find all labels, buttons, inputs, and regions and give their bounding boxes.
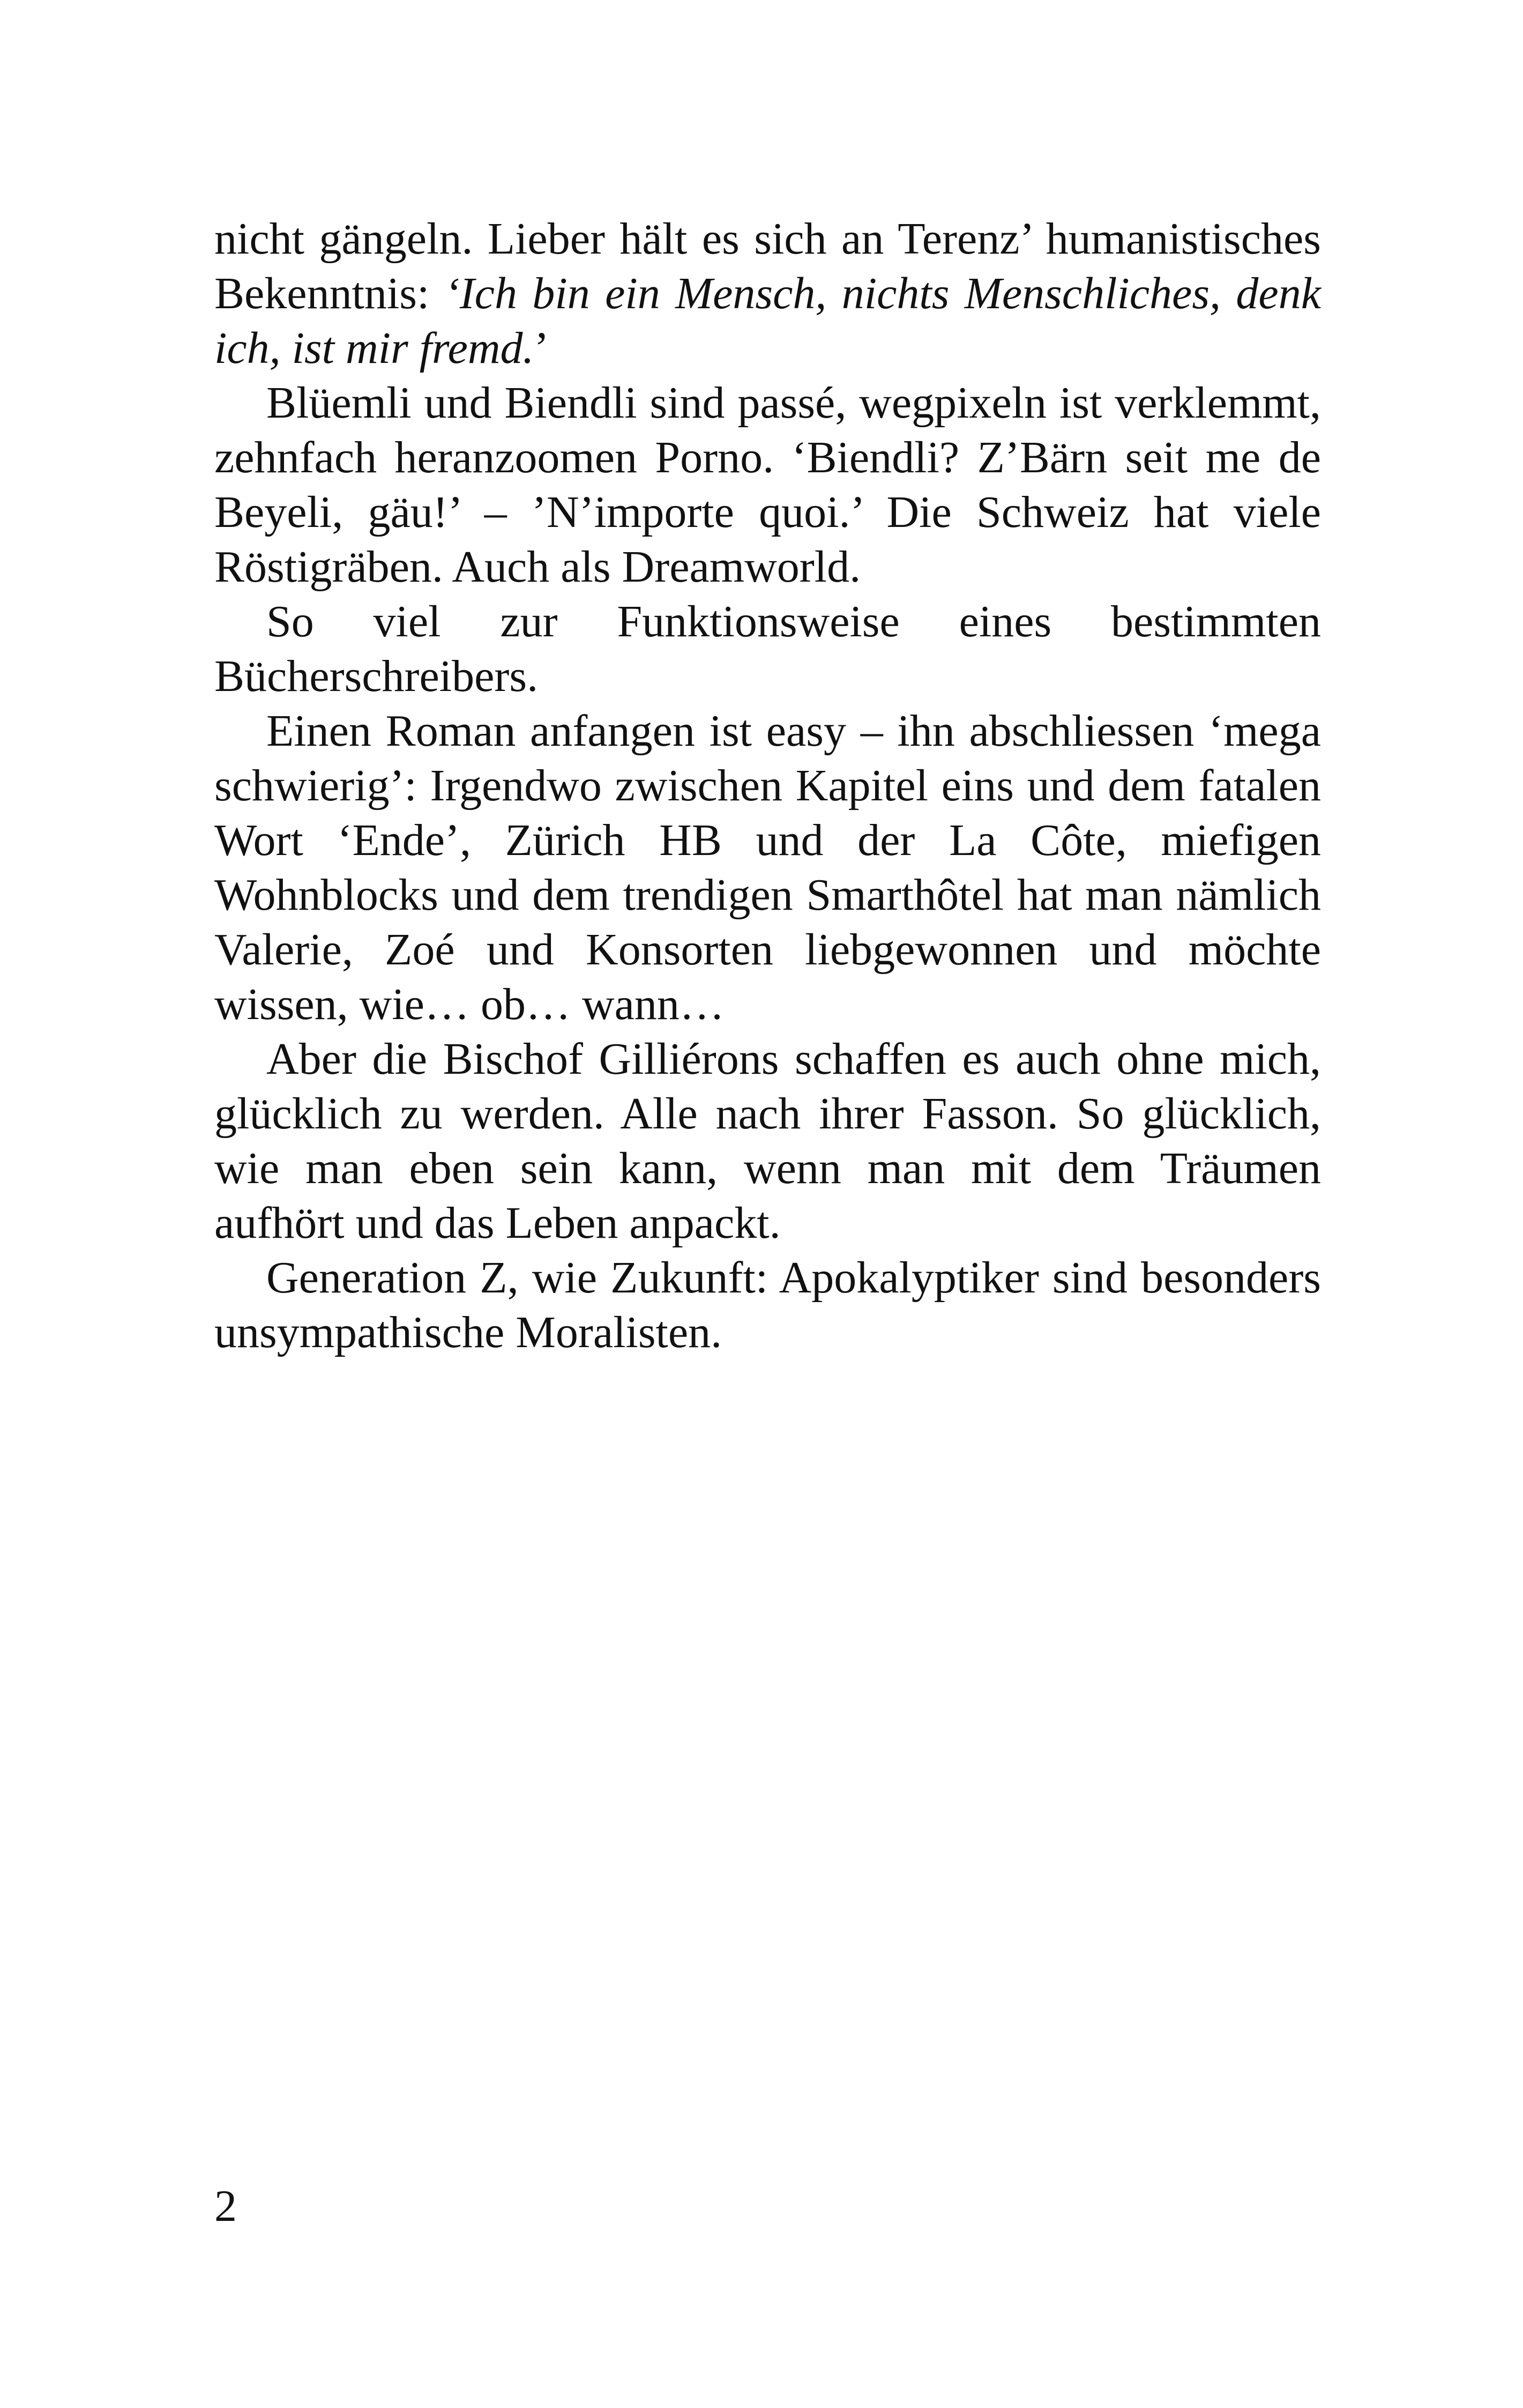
terenz-quote: ‘Ich bin ein Mensch, nichts Menschliches, denk ich, ist mir fremd. (214, 269, 1322, 373)
paragraph-3: So viel zur Funktionsweise eines bestimmten Bücherschreibers. (214, 597, 1321, 701)
paragraph-2: Blüemli und Biendli sind passé, wegpixeln ist verklemmt, zehnfach heranzoomen Porno. ‘Biendli? Z’Bärn seit me de Beyeli, gäu!’ – ’N’importe quoi.’ Die Schweiz hat viele Röstigräben. Auch als Dreamworld. (214, 378, 1321, 592)
paragraph-1-text: nicht gängeln. Lieber hält es sich an Terenz’ humanistisches Bekenntnis: (214, 214, 1321, 318)
paragraph-5: Aber die Bischof Gilliérons schaffen es auch ohne mich, glücklich zu werden. Alle nach ihrer Fasson. So glücklich, wie man eben sein kann, wenn man mit dem Träumen aufhört und das Leben anpackt. (214, 1034, 1321, 1248)
body-text (214, 212, 1321, 1360)
page-number: 2 (214, 2181, 237, 2231)
paragraph-1 (214, 212, 1321, 376)
quote-closing-mark: ’ (534, 323, 549, 373)
paragraph-6: Generation Z, wie Zukunft: Apokalyptiker sind besonders unsympathische Moralisten. (214, 1253, 1321, 1357)
paragraph-4: Einen Roman anfangen ist easy – ihn abschliessen ‘mega schwierig’: Irgendwo zwischen Kapitel eins und dem fatalen Wort ‘Ende’, Zürich HB und der La Côte, miefigen Wohnblocks und dem trendigen Smarthôtel hat man nämlich Valerie, Zoé und Konsorten liebgewonnen und möchte wissen, wie… ob… wann… (214, 706, 1321, 1029)
